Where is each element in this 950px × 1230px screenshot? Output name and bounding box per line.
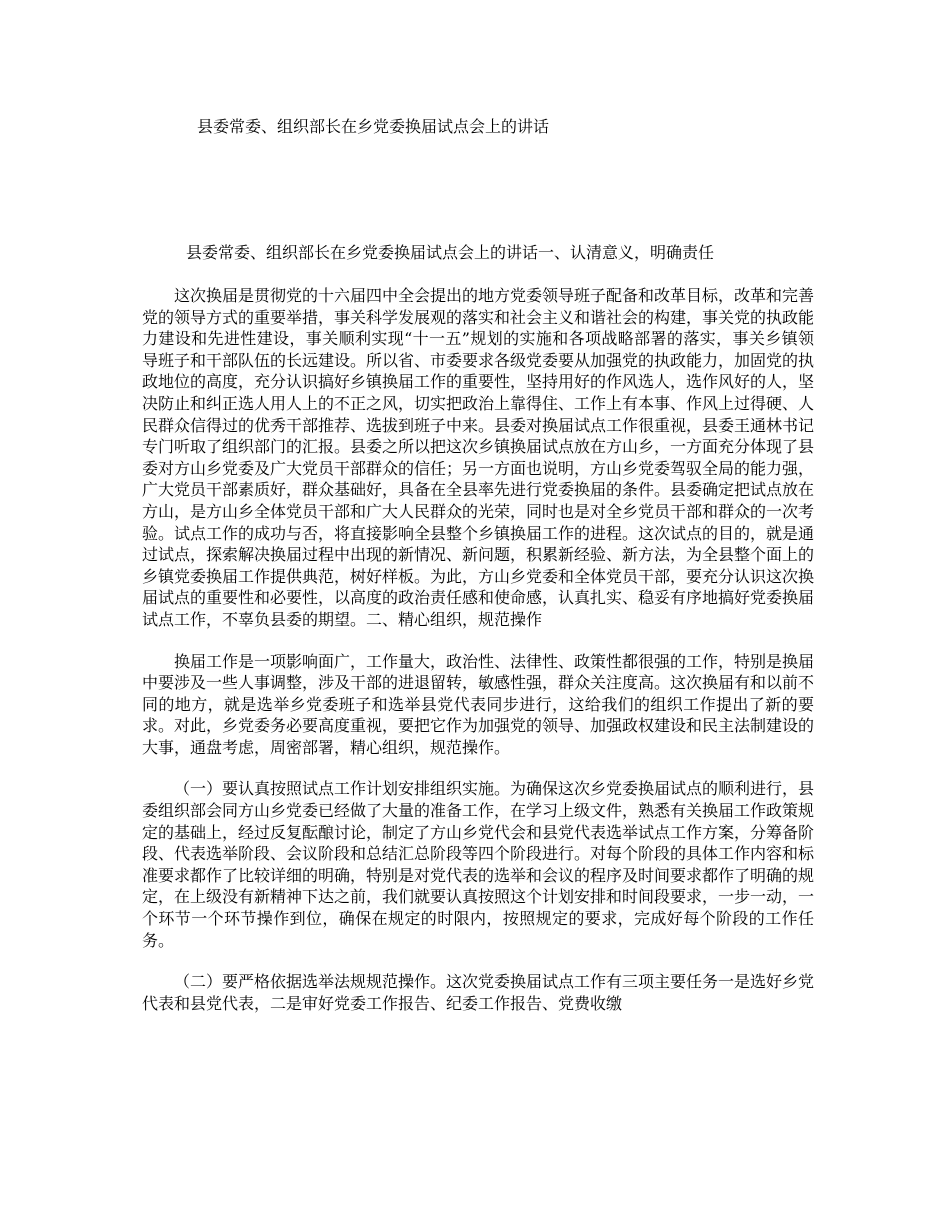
body-paragraph: （二）要严格依据选举法规规范操作。这次党委换届试点工作有三项主要任务一是选好乡党代表和县党代表，二是审好党委工作报告、纪委工作报告、党费收缴 bbox=[142, 972, 815, 1013]
document-body bbox=[142, 285, 814, 1034]
document-title: 县委常委、组织部长在乡党委换届试点会上的讲话 bbox=[197, 117, 550, 136]
document-heading: 县委常委、组织部长在乡党委换届试点会上的讲话一、认清意义，明确责任 bbox=[186, 243, 715, 262]
body-paragraph: （一）要认真按照试点工作计划安排组织实施。为确保这次乡党委换届试点的顺利进行，县委组织部会同方山乡党委已经做了大量的准备工作，在学习上级文件，熟悉有关换届工作政策规定的基础上，经过反复酝酿讨论，制定了方山乡党代会和县党代表选举试点工作方案，分筹备阶段、代表选举阶段、会议阶段和总结汇总阶段等四个阶段进行。对每个阶段的具体工作内容和标准要求都作了比较详细的明确，特别是对党代表的选举和会议的程序及时间要求都作了明确的规定，在上级没有新精神下达之前，我们就要认真按照这个计划安排和时间段要求，一步一动，一个环节一个环节操作到位，确保在规定的时限内，按照规定的要求，完成好每个阶段的工作任务。 bbox=[142, 779, 815, 950]
body-paragraph: 换届工作是一项影响面广，工作量大，政治性、法律性、政策性都很强的工作，特别是换届中要涉及一些人事调整，涉及干部的进退留转，敏感性强，群众关注度高。这次换届有和以前不同的地方，就是选举乡党委班子和选举县党代表同步进行，这给我们的组织工作提出了新的要求。对此，乡党委务必要高度重视，要把它作为加强党的领导、加强政权建设和民主法制建设的大事，通盘考虑，周密部署，精心组织，规范操作。 bbox=[142, 651, 815, 757]
body-paragraph: 这次换届是贯彻党的十六届四中全会提出的地方党委领导班子配备和改革目标，改革和完善党的领导方式的重要举措，事关科学发展观的落实和社会主义和谐社会的构建，事关党的执政能力建设和先进性建设，事关顺利实现“十一五”规划的实施和各项战略部署的落实，事关乡镇领导班子和干部队伍的长远建设。所以省、市委要求各级党委要从加强党的执政能力，加固党的执政地位的高度，充分认识搞好乡镇换届工作的重要性，坚持用好的作风选人，选作风好的人，坚决防止和纠正选人用人上的不正之风，切实把政治上靠得住、工作上有本事、作风上过得硬、人民群众信得过的优秀干部推荐、选拔到班子中来。县委对换届试点工作很重视，县委王通林书记专门听取了组织部门的汇报。县委之所以把这次乡镇换届试点放在方山乡，一方面充分体现了县委对方山乡党委及广大党员干部群众的信任；另一方面也说明，方山乡党委驾驭全局的能力强，广大党员干部素质好，群众基础好，具备在全县率先进行党委换届的条件。县委确定把试点放在方山，是方山乡全体党员干部和广大人民群众的光荣，同时也是对全乡党员干部和群众的一次考验。试点工作的成功与否，将直接影响全县整个乡镇换届工作的进程。这次试点的目的，就是通过试点，探索解决换届过程中出现的新情况、新问题，积累新经验、新方法，为全县整个面上的乡镇党委换届工作提供典范，树好样板。为此，方山乡党委和全体党员干部，要充分认识这次换届试点的重要性和必要性，以高度的政治责任感和使命感，认真扎实、稳妥有序地搞好党委换届试点工作，不辜负县委的期望。二、精心组织，规范操作 bbox=[142, 286, 815, 629]
